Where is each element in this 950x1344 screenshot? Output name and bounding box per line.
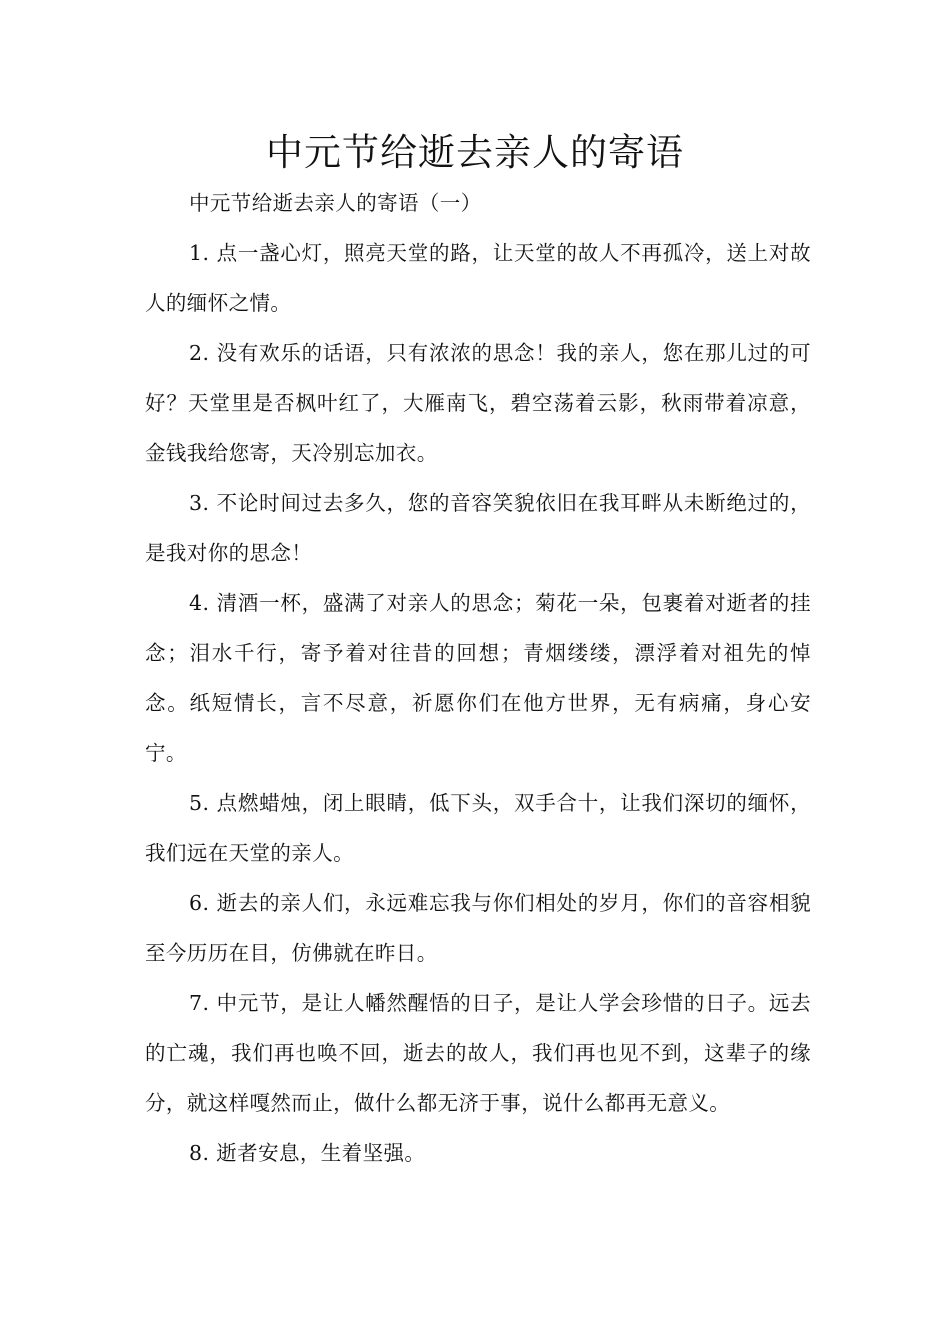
message-item-8: 8. 逝者安息，生着坚强。 xyxy=(189,1141,426,1165)
message-item-5: 5. 点燃蜡烛，闭上眼睛，低下头，双手合十，让我们深切的缅怀，我们远在天堂的亲人。 xyxy=(145,791,811,865)
document-title: 中元节给逝去亲人的寄语 xyxy=(266,131,684,174)
message-item-7: 7. 中元节，是让人幡然醒悟的日子，是让人学会珍惜的日子。远去的亡魂，我们再也唤不回，逝去的故人，我们再也见不到，这辈子的缘分，就这样嘎然而止，做什么都无济于事，说什么都再无意义。 xyxy=(145,991,811,1115)
message-item-2: 2. 没有欢乐的话语，只有浓浓的思念！我的亲人，您在那儿过的可好？天堂里是否枫叶红了，大雁南飞，碧空荡着云影，秋雨带着凉意，金钱我给您寄，天冷别忘加衣。 xyxy=(145,341,811,465)
message-item-6: 6. 逝去的亲人们，永远难忘我与你们相处的岁月，你们的音容相貌至今历历在目，仿佛就在昨日。 xyxy=(145,891,811,965)
message-item-1: 1. 点一盏心灯，照亮天堂的路，让天堂的故人不再孤冷，送上对故人的缅怀之情。 xyxy=(145,241,811,315)
message-item-4: 4. 清酒一杯，盛满了对亲人的思念；菊花一朵，包裹着对逝者的挂念；泪水千行，寄予着对往昔的回想；青烟缕缕，漂浮着对祖先的悼念。纸短情长，言不尽意，祈愿你们在他方世界，无有病痛，身心安宁。 xyxy=(145,591,811,765)
message-item-3: 3. 不论时间过去多久，您的音容笑貌依旧在我耳畔从未断绝过的，是我对你的思念！ xyxy=(145,491,811,565)
section-subtitle: 中元节给逝去亲人的寄语（一） xyxy=(189,191,482,215)
document-body xyxy=(145,178,811,1178)
